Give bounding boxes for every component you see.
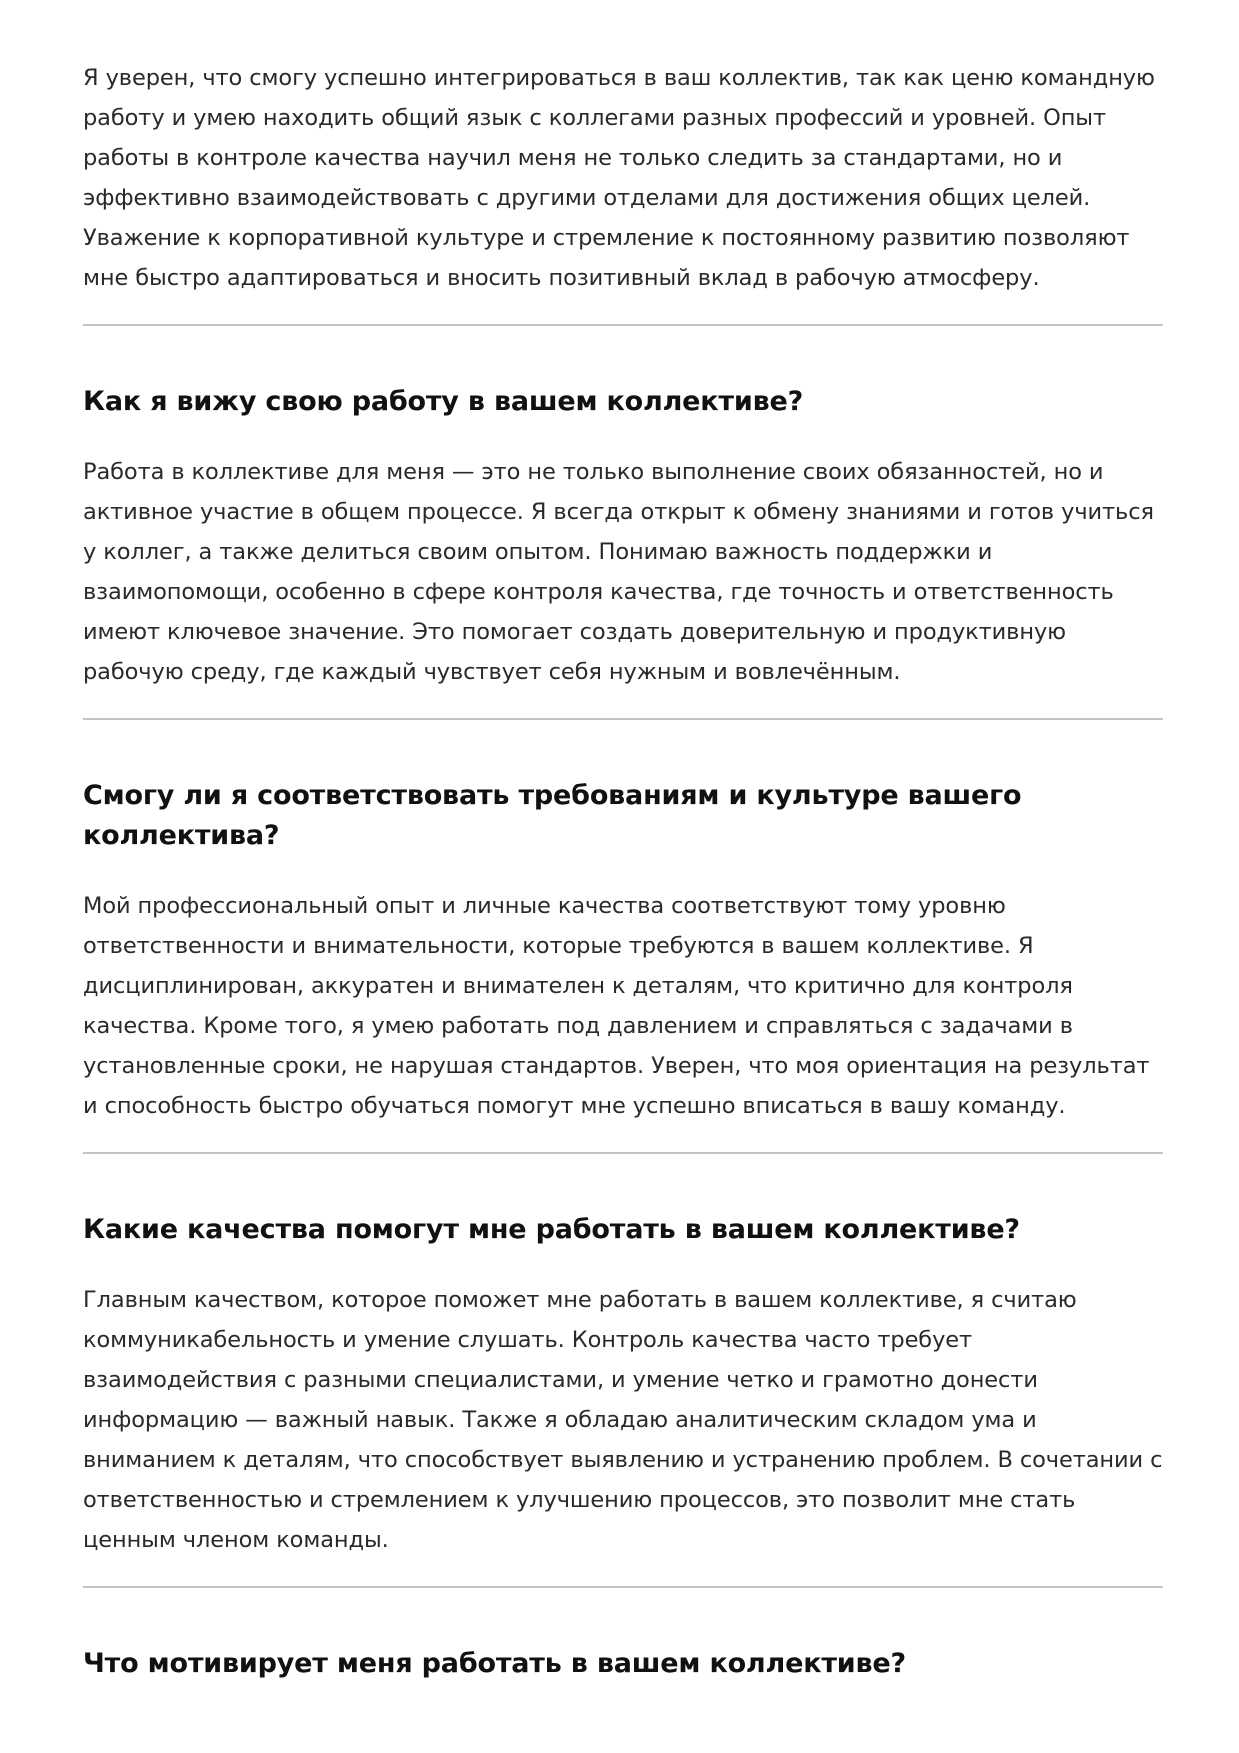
section-work-vision [83, 382, 1163, 720]
intro-paragraph: Я уверен, что смогу успешно интегрироваться в ваш коллектив, так как ценю командную работу и умею находить общий язык с коллегами разных профессий и уровней. Опыт работы в контроле качества научил меня не только следить за стандартами, но и эффективно взаимодействовать с другими отделами для достижения общих целей. Уважение к корпоративной культуре и стремление к постоянному развитию позволяют мне быстро адаптироваться и вносить позитивный вклад в рабочую атмосферу. [83, 65, 1155, 291]
section-culture-fit [83, 776, 1163, 1154]
section-paragraph: Мой профессиональный опыт и личные качества соответствуют тому уровню ответственности и внимательности, которые требуются в вашем коллективе. Я дисциплинирован, аккуратен и внимателен к деталям, что критично для контроля качества. Кроме того, я умею работать под давлением и справляться с задачами в установленные сроки, не нарушая стандартов. Уверен, что моя ориентация на результат и способность быстро обучаться помогут мне успешно вписаться в вашу команду. [83, 893, 1150, 1119]
intro-section [83, 58, 1163, 326]
section-paragraph: Работа в коллективе для меня — это не только выполнение своих обязанностей, но и активное участие в общем процессе. Я всегда открыт к обмену знаниями и готов учиться у коллег, а также делиться своим опытом. Понимаю важность поддержки и взаимопомощи, особенно в сфере контроля качества, где точность и ответственность имеют ключевое значение. Это помогает создать доверительную и продуктивную рабочую среду, где каждый чувствует себя нужным и вовлечённым. [83, 459, 1154, 685]
section-divider [83, 718, 1163, 720]
section-divider [83, 1586, 1163, 1588]
section-divider [83, 324, 1163, 326]
section-qualities [83, 1210, 1163, 1588]
section-heading: Что мотивирует меня работать в вашем коллективе? [83, 1648, 906, 1679]
section-paragraph: Главным качеством, которое поможет мне работать в вашем коллективе, я считаю коммуникабельность и умение слушать. Контроль качества часто требует взаимодействия с разными специалистами, и умение четко и грамотно донести информацию — важный навык. Также я обладаю аналитическим складом ума и вниманием к деталям, что способствует выявлению и устранению проблем. В сочетании с ответственностью и стремлением к улучшению процессов, это позволит мне стать ценным членом команды. [83, 1287, 1163, 1553]
section-heading: Какие качества помогут мне работать в вашем коллективе? [83, 1214, 1020, 1245]
section-heading: Как я вижу свою работу в вашем коллективе? [83, 386, 804, 417]
section-divider [83, 1152, 1163, 1154]
document-content [83, 58, 1163, 1684]
section-heading: Смогу ли я соответствовать требованиям и культуре вашего коллектива? [83, 780, 1022, 851]
section-motivation [83, 1644, 1163, 1684]
